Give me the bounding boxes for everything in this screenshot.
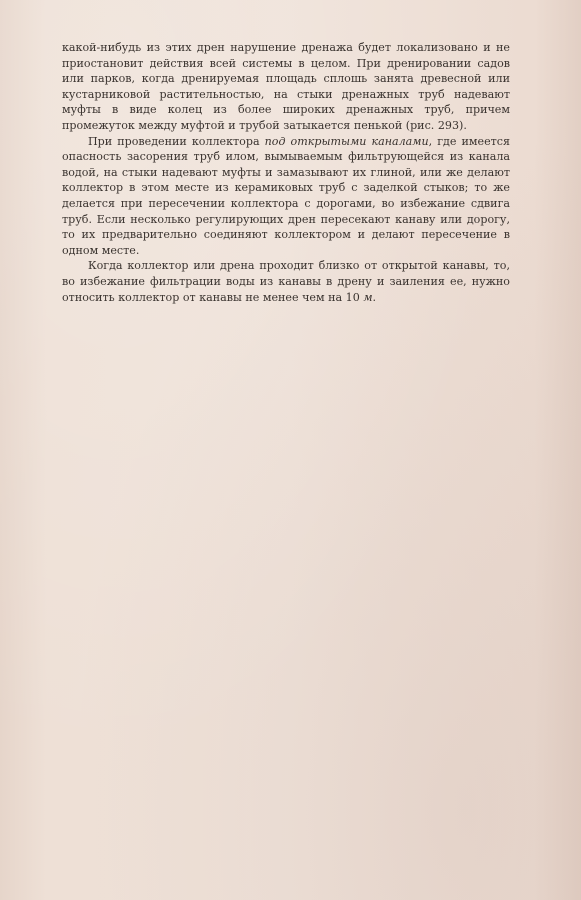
paragraph-2-rest: , где имеется опасность засорения труб илом, вымываемым фильтрующейся из канала водой, на стыки надевают муфты и замазывают их глиной, или же делают коллектор в этом месте из керамиковых труб с заделкой стыков; то же делается при пересечении коллектора с дорогами, во избежание сдвига труб. Если несколько регулирующих дрен пересекают канаву или дорогу, то их предварительно соединяют коллектором и делают пересечение в одном месте. <box>62 134 510 257</box>
paragraph-1 <box>62 40 510 134</box>
paragraph-3-end: . <box>372 290 377 304</box>
paragraph-2-italic-term: под открытыми каналами <box>264 134 429 148</box>
paragraph-3-start: Когда коллектор или дрена проходит близко от открытой канавы, то, во избежание фильтрации воды из канавы в дрену и заиления ее, нужно относить коллектор от канавы не менее чем на 10 <box>62 259 510 304</box>
paragraph-2-start: При проведении коллектора <box>88 134 265 148</box>
paragraph-1-text: какой-нибудь из этих дрен нарушение дренажа будет локализовано и не приостановит действия всей системы в целом. При дренировании садов или парков, когда дренируемая площадь сплошь занята древесной или кустарниковой растительностью, на стыки дренажных труб надевают муфты в виде колец из более широких дренажных труб, причем промежуток между муфтой и трубой затыкается пенькой (рис. 293). <box>62 41 510 132</box>
paragraph-3 <box>62 258 510 305</box>
paragraph-2 <box>62 134 510 259</box>
paragraph-3-unit: м <box>363 290 373 304</box>
text-block <box>62 40 510 305</box>
